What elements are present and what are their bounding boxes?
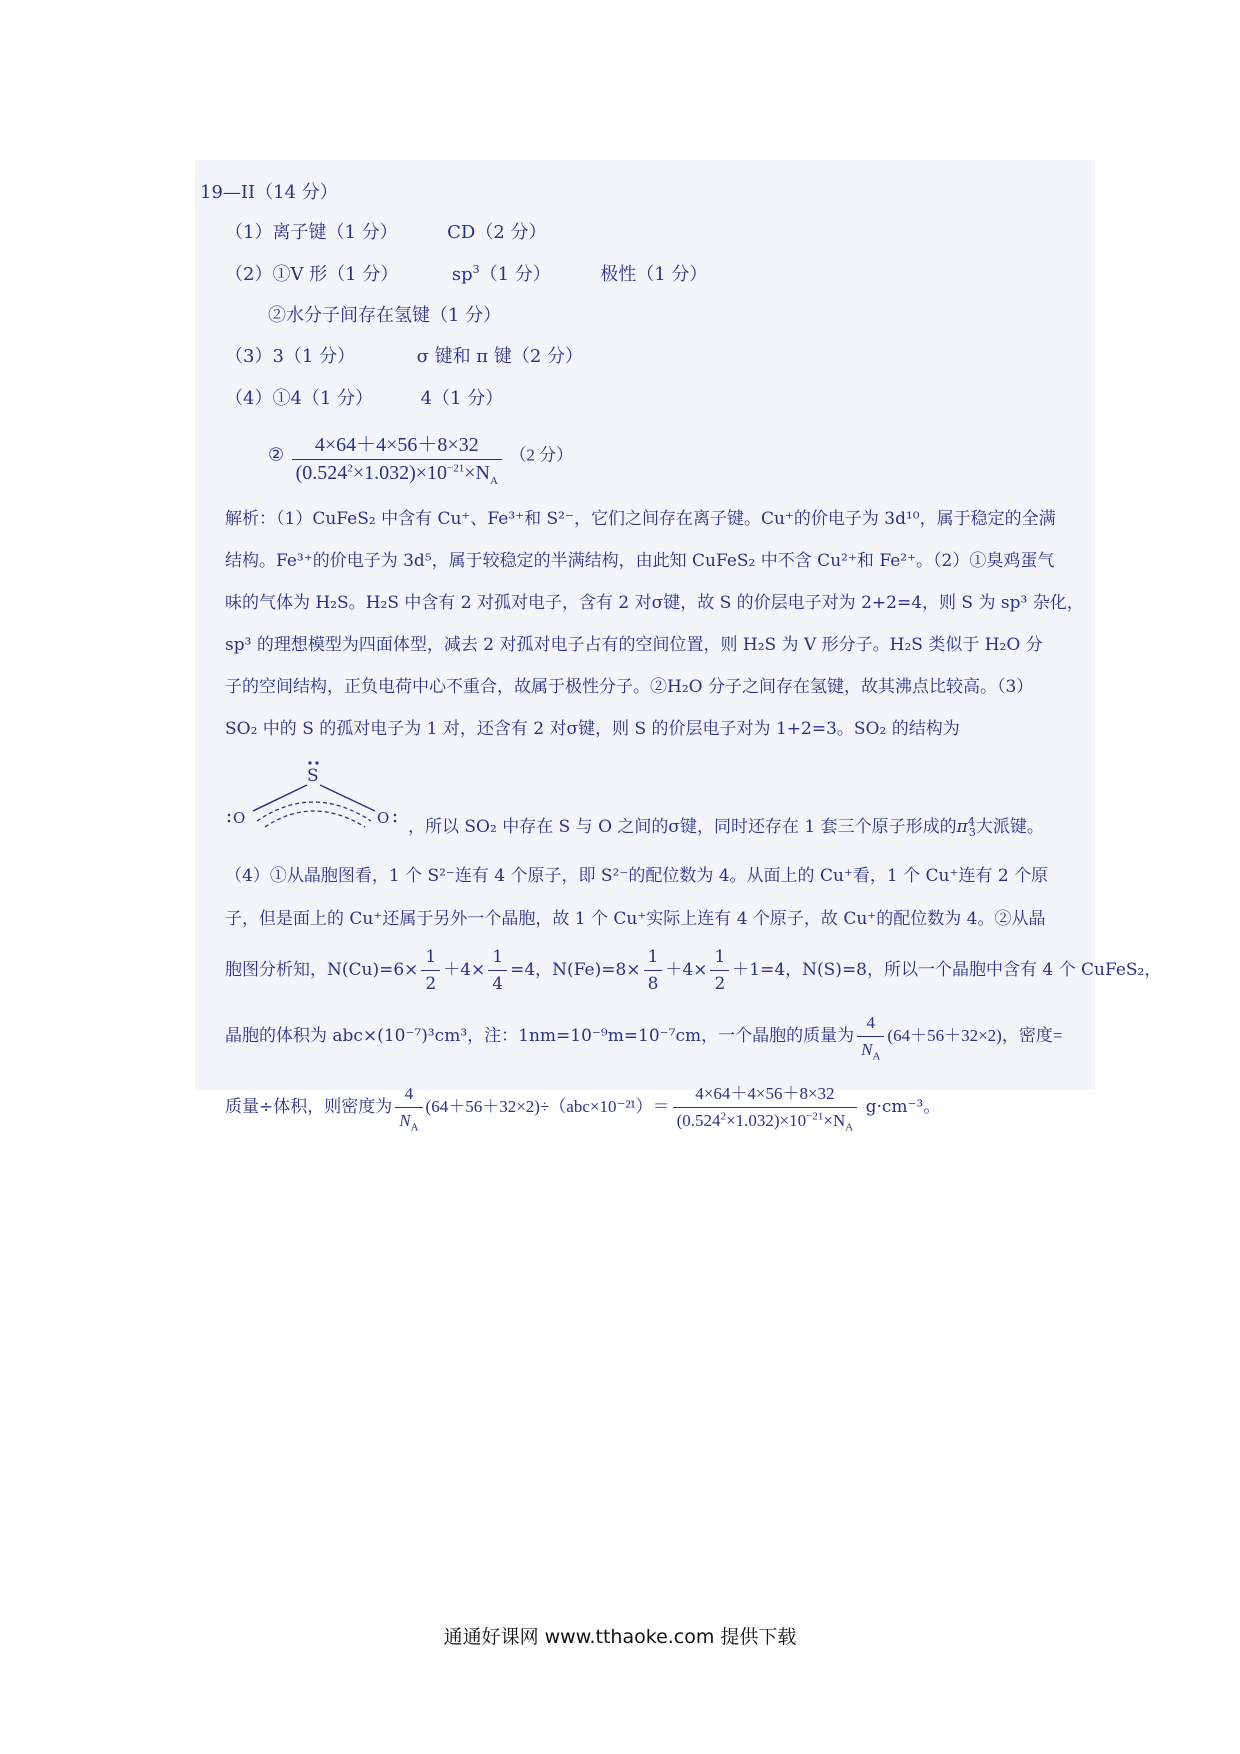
explanation-line-8: （4）①从晶胞图看，1 个 S²⁻连有 4 个原子，即 S²⁻的配位数为 4。从面上的 Cu⁺看，1 个 Cu⁺连有 2 个原	[225, 866, 1049, 886]
answer-4	[225, 384, 503, 410]
explanation-line-1: 解析：（1）CuFeS₂ 中含有 Cu⁺、Fe³⁺和 S²⁻，它们之间存在离子键。Cu⁺的价电子为 3d¹⁰，属于稳定的全满	[225, 509, 1056, 529]
answer-1-number: （1）	[225, 222, 273, 243]
answer-2-polar: 极性（1 分）	[600, 264, 708, 285]
answer-4-four: ①4（1 分）	[272, 388, 374, 409]
answer-3-number: （3）	[225, 346, 273, 367]
so2-oxygen-right: O	[377, 809, 390, 827]
explanation-line-4: sp³ 的理想模型为四面体型，减去 2 对孤对电子占有的空间位置，则 H₂S 为 V 形分子。H₂S 类似于 H₂O 分	[225, 635, 1043, 655]
formula-denominator: $(0.524^2\times 1.032)\times 10^{-21}\times N_A$	[295, 462, 498, 487]
formula-numerator: 4×64＋4×56＋8×32	[292, 428, 502, 460]
circle-two: ②	[268, 444, 285, 466]
answer-3-three: 3（1 分）	[272, 346, 356, 367]
explanation-line-9: 子，但是面上的 Cu⁺还属于另外一个晶胞，故 1 个 Cu⁺实际上连有 4 个原子，故 Cu⁺的配位数为 4。②从晶	[225, 909, 1046, 929]
answer-3-bonds: σ 键和 π 键（2 分）	[416, 346, 584, 367]
explanation-line-7: ，所以 SO₂ 中存在 S 与 O 之间的σ键，同时还存在 1 套三个原子形成的$\pi^4_3$大派键。	[408, 815, 1044, 840]
answer-2-sp3: $sp^3(1$ 分）	[451, 263, 551, 285]
answer-3	[225, 342, 583, 368]
explanation-line-10: 胞图分析知，N(Cu)=6× $\frac{1}{2}$ ＋4× $\frac{1}{4}$ =4，N(Fe)=8× $\frac{1}{8}$ ＋4× $\frac{1}{2}$ ＋1=4，N(S)=8，所以一个晶胞中含有 4 个 CuFeS₂，	[225, 947, 1162, 994]
answer-1-ionic: 离子键（1 分）	[272, 222, 398, 243]
explanation-line-12: 质量÷体积，则密度为 $\frac{4}{N_A}$ (64＋56＋32×2)÷（abc×10⁻²¹）＝ $\frac{4\times 64+4\times 56+8\times 32}{(0.524^2\times 1.032)\times 10^{-21}\times N_A}$ g·cm⁻³。	[225, 1084, 941, 1134]
so2-structure-diagram	[225, 755, 405, 835]
answer-1	[225, 218, 547, 244]
explanation-line-3: 味的气体为 H₂S。H₂S 中含有 2 对孤对电子，含有 2 对σ键，故 S 的价层电子对为 2+2=4，则 S 为 sp³ 杂化，	[225, 593, 1084, 613]
question-heading: 19—II（14 分）	[200, 182, 338, 203]
answer-2-hbond: ②水分子间存在氢键（1 分）	[268, 305, 502, 326]
explanation-line-2: 结构。Fe³⁺的价电子为 3d⁵，属于较稳定的半满结构，由此知 CuFeS₂ 中不含 Cu²⁺和 Fe²⁺。（2）①臭鸡蛋气	[225, 551, 1055, 571]
answer-4-number: （4）	[225, 388, 273, 409]
explanation-line-6: SO₂ 中的 S 的孤对电子为 1 对，还含有 2 对σ键，则 S 的价层电子对为 1+2=3。SO₂ 的结构为	[225, 719, 960, 739]
formula-score: （2 分）	[509, 445, 574, 465]
answer-1-cd: CD（2 分）	[447, 222, 547, 243]
answer-2	[225, 260, 707, 286]
so2-oxygen-left: O	[233, 809, 246, 827]
answer-2-vshape: ①V 形（1 分）	[272, 264, 399, 285]
so2-sulfur-atom: S	[307, 766, 319, 786]
explanation-line-5: 子的空间结构，正负电荷中心不重合，故属于极性分子。②H₂O 分子之间存在氢键，故其沸点比较高。（3）	[225, 677, 1034, 697]
explanation-line-11: 晶胞的体积为 abc×(10⁻⁷)³cm³，注：1nm=10⁻⁹m=10⁻⁷cm，一个晶胞的质量为 $\frac{4}{N_A}$ (64＋56＋32×2)，密度=	[225, 1013, 1063, 1063]
answer-4-density-formula	[268, 428, 573, 485]
answer-2-number: （2）	[225, 264, 273, 285]
answer-4-four-b: 4（1 分）	[420, 388, 504, 409]
page-footer: 通通好课网 www.tthaoke.com 提供下载	[443, 1626, 797, 1648]
